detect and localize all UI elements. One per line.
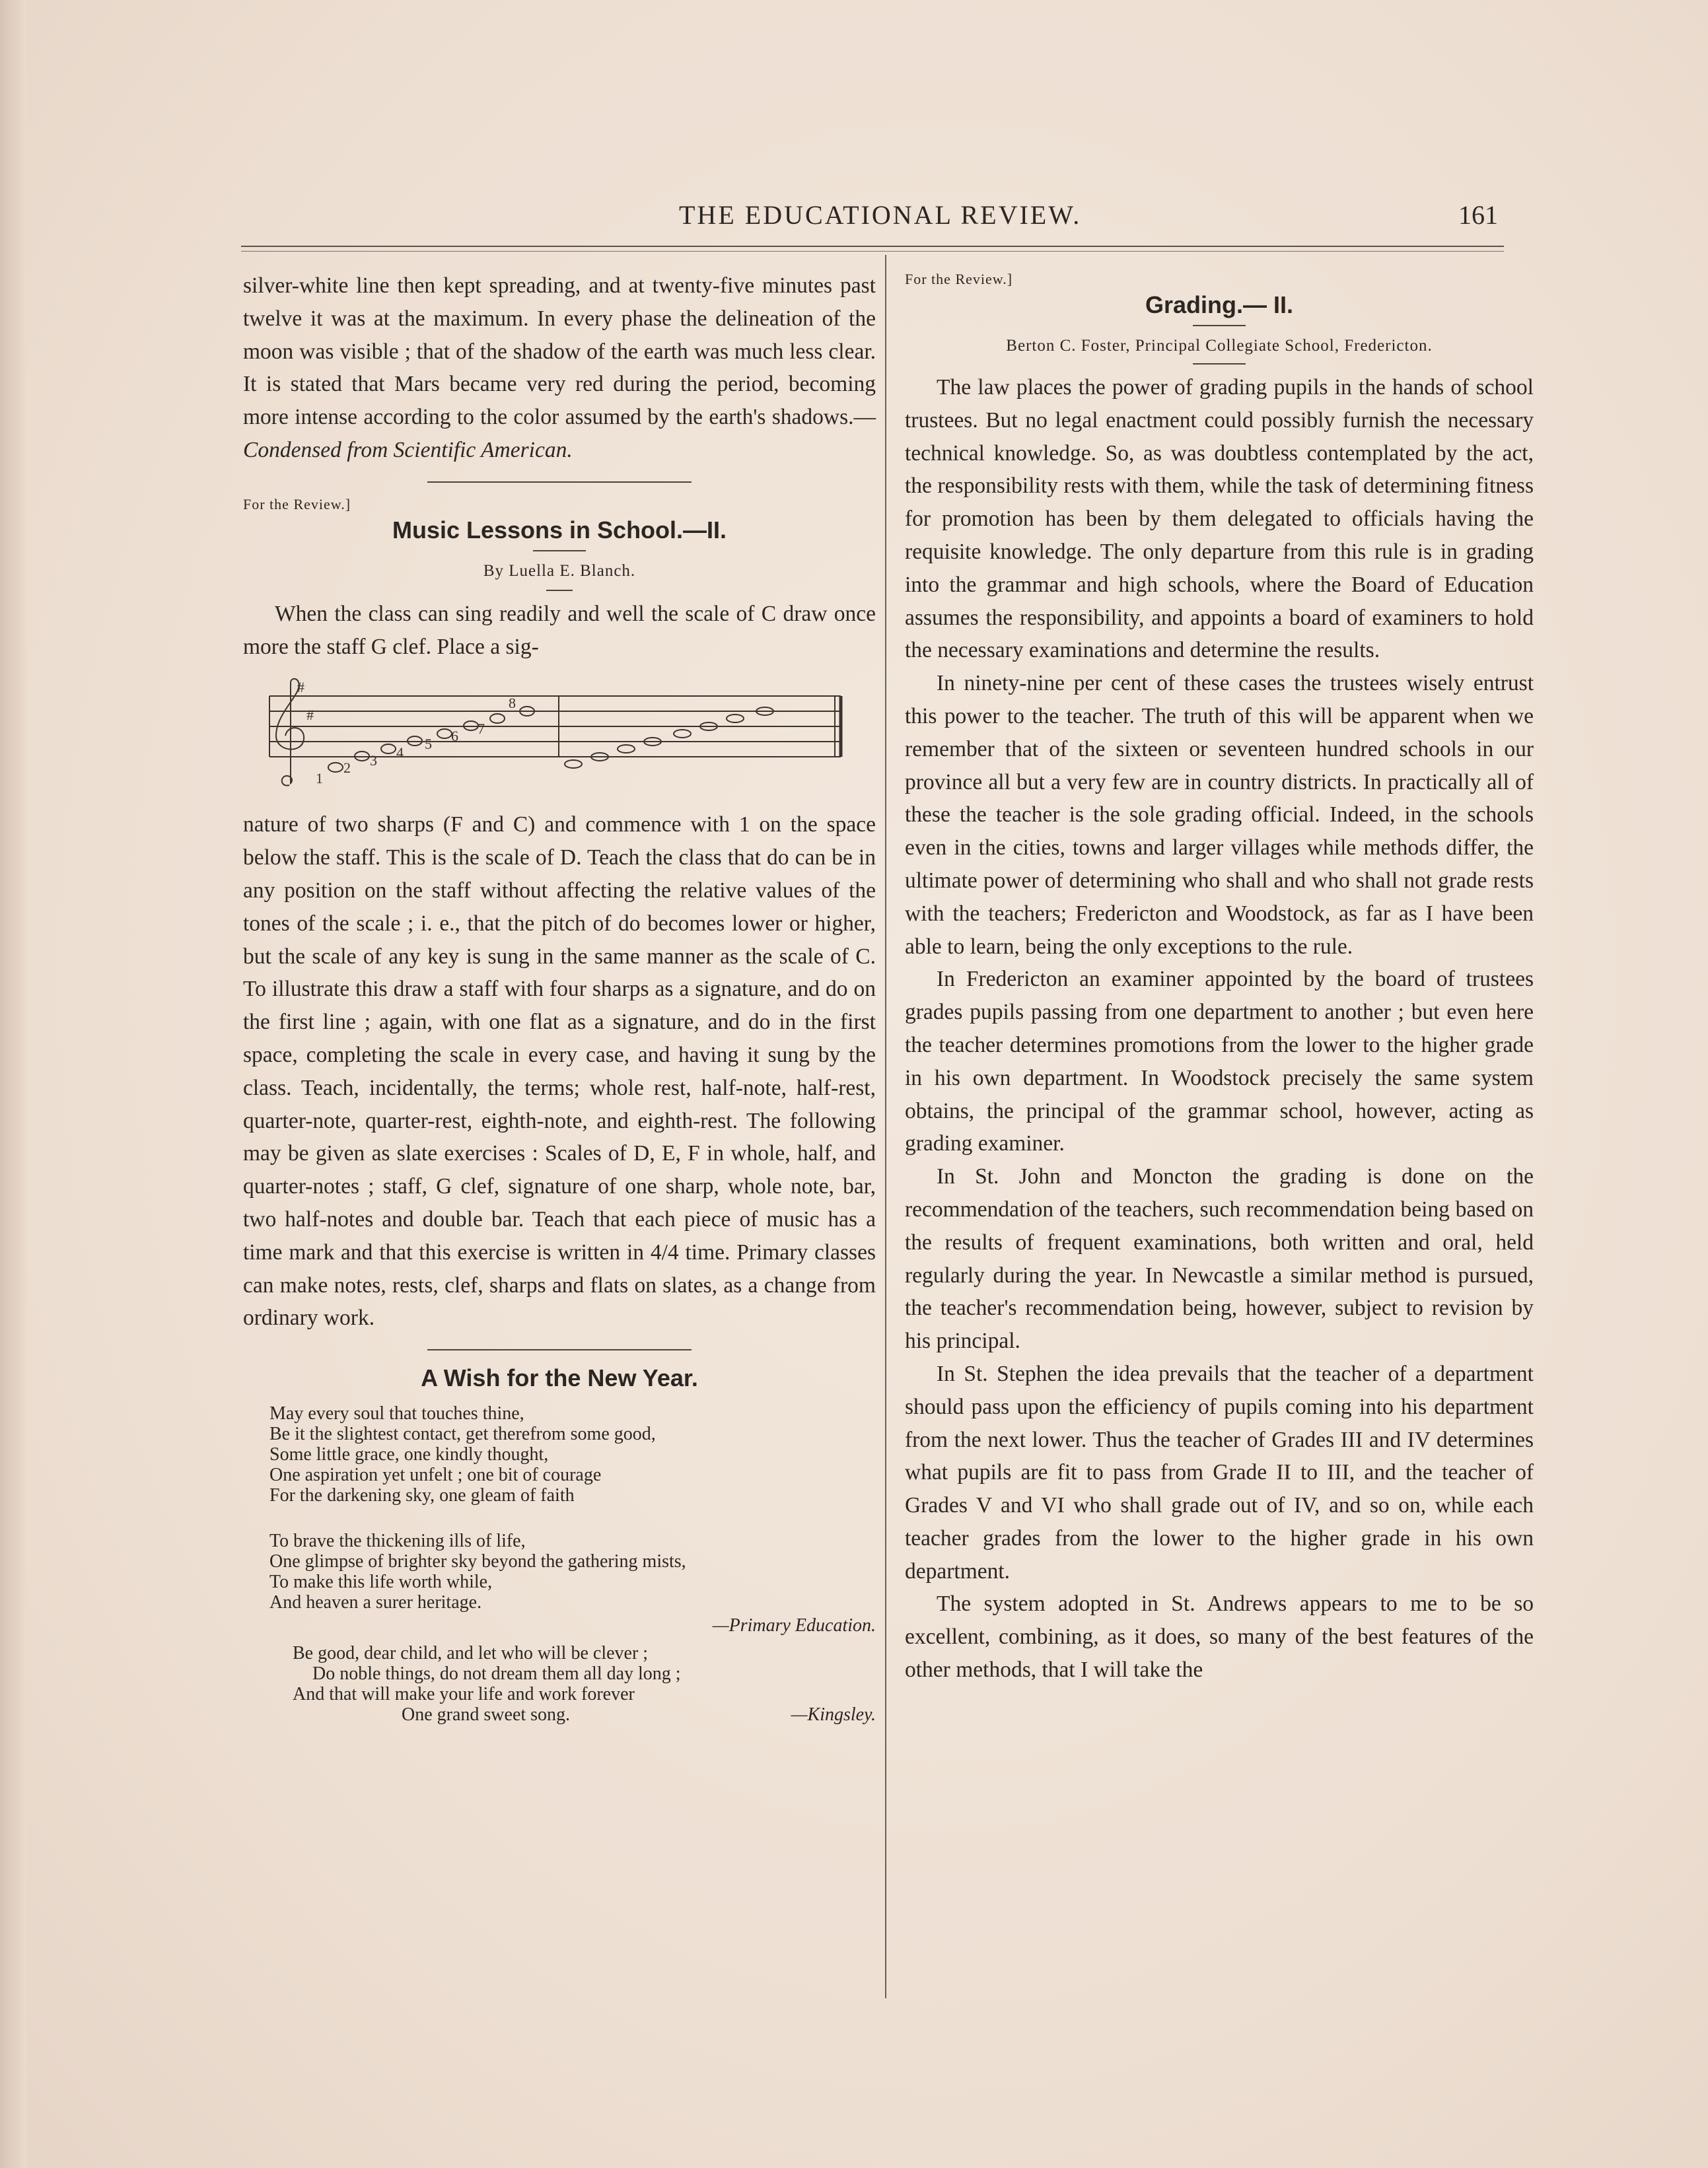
grading-for-review: For the Review.] xyxy=(905,271,1013,287)
poem-line: Do noble things, do not dream them all day long ; xyxy=(312,1663,681,1685)
scale-number-4: 4 xyxy=(396,744,404,761)
poem-line: To brave the thickening ills of life, xyxy=(269,1531,526,1552)
poem-stanza-2 xyxy=(269,1531,876,1613)
scale-number-3: 3 xyxy=(370,752,377,769)
poem-source-1: —Primary Education. xyxy=(712,1615,876,1636)
byline-rule xyxy=(546,590,573,591)
grading-paragraph: The system adopted in St. Andrews appears to me to be so excellent, combining, as it does, so many of the best features of the other methods, that I will take the xyxy=(905,1591,1534,1683)
page-binding-edge xyxy=(0,0,26,2168)
poem-line: One grand sweet song. xyxy=(402,1704,571,1726)
sharp-sign-c: # xyxy=(306,707,314,724)
grading-paragraph: In ninety-nine per cent of these cases the trustees wisely entrust this power to the teacher. The truth of this will be apparent when we remember that of the sixteen or seventeen hundred schools in our province all but a very few are in country districts. In practically all of these the teacher is the sole grading official. Indeed, in the schools even in the cities, towns and larger villages while methods differ, the ultimate power of determining who shall and who shall not grade rests with the teachers; Fredericton and Woodstock, as far as I have been able to learn, being the only exceptions to the rule. xyxy=(905,671,1534,959)
moon-text: silver-white line then kept spreading, and at twenty-five minutes past twelve it was at the maximum. In every phase the delineation of the moon was visible ; that of the shadow of the earth was much less clear. It is stated that Mars became very red during the period, becoming more intense according to the color assumed by the earth's shadows.— xyxy=(243,273,876,430)
column-divider xyxy=(885,255,886,1998)
music-staff-figure xyxy=(243,670,876,802)
poem-source-2: —Kingsley. xyxy=(791,1704,876,1726)
header-rule-thin xyxy=(241,251,1504,252)
music-paragraph-2: nature of two sharps (F and C) and commence with 1 on the space below the staff. This is the scale of D. Teach the class that do can be in any position on the staff without affecting the relative values of the tones of the scale ; i. e., that the pitch of do becomes lower or higher, but the scale of any key is sung in the same manner as the scale of C. To illustrate this draw a staff with four sharps as a signature, and do on the first line ; again, with one flat as a signature, and do in the first space, completing the scale in every case, and having it sung by the class. Teach, incidentally, the terms; whole rest, half-note, half-rest, quarter-note, quarter-rest, eighth-note, and eighth-rest. The following may be given as slate exercises : Scales of D, E, F in whole, half, and quarter-notes ; staff, G clef, signature of one sharp, whole note, bar, two half-notes and double bar. Teach that each piece of music has a time mark and that this exercise is written in 4/4 time. Primary classes can make notes, rests, clef, sharps and flats on slates, as a change from ordinary work. xyxy=(243,812,876,1331)
grading-article-title: Grading.— II. xyxy=(1145,291,1293,318)
grading-paragraph: In Fredericton an examiner appointed by the board of trustees grades pupils passing from one department to another ; but even here the teacher determines promotions from the lower to the higher grade in his own department. In Woodstock precisely the same system obtains, the principal of the grammar school, however, acting as grading examiner. xyxy=(905,967,1534,1156)
poem-line: Be good, dear child, and let who will be clever ; xyxy=(293,1643,649,1664)
grading-byline: Berton C. Foster, Principal Collegiate School, Fredericton. xyxy=(1006,337,1433,355)
section-divider xyxy=(427,481,692,483)
poem-line: Be it the slightest contact, get therefrom some good, xyxy=(269,1424,656,1445)
music-staff-svg xyxy=(243,670,876,802)
poem-line: And heaven a surer heritage. xyxy=(269,1592,482,1613)
poem-line: One aspiration yet unfelt ; one bit of courage xyxy=(269,1465,602,1486)
poem-title: A Wish for the New Year. xyxy=(421,1364,698,1392)
poem-final-row xyxy=(293,1704,876,1725)
scale-number-2: 2 xyxy=(343,759,351,777)
right-column xyxy=(905,269,1534,1687)
sharp-sign-f: # xyxy=(297,679,304,696)
poem-line: And that will make your life and work forever xyxy=(293,1684,635,1705)
moon-paragraph xyxy=(243,269,876,467)
page-number: 161 xyxy=(1458,200,1498,230)
poem-stanza-3 xyxy=(293,1643,876,1725)
poem-line: To make this life worth while, xyxy=(269,1572,493,1593)
moon-source: Condensed from Scientific American. xyxy=(243,437,573,462)
byline-rule xyxy=(1193,363,1246,365)
scale-number-8: 8 xyxy=(509,695,516,712)
scale-number-1: 1 xyxy=(316,770,323,787)
scale-number-7: 7 xyxy=(478,720,485,738)
poem-line: For the darkening sky, one gleam of faith xyxy=(269,1485,575,1506)
music-paragraph-1: When the class can sing readily and well the scale of C draw once more the staff G clef. Place a sig- xyxy=(243,601,876,659)
left-column xyxy=(243,269,876,1725)
poem-line: Some little grace, one kindly thought, xyxy=(269,1444,549,1465)
scale-number-6: 6 xyxy=(451,728,458,745)
poem-line: May every soul that touches thine, xyxy=(269,1403,524,1424)
music-byline: By Luella E. Blanch. xyxy=(483,561,636,580)
music-article-title: Music Lessons in School.—II. xyxy=(392,516,727,543)
poem-stanza-1 xyxy=(269,1403,876,1506)
grading-paragraph: In St. John and Moncton the grading is done on the recommendation of the teachers, such recommendation being based on the results of frequent examinations, both written and oral, held regularly during the year. In Newcastle a similar method is pursued, the teacher's recommendation being, however, subject to revision by his principal. xyxy=(905,1164,1534,1354)
grading-paragraph: The law places the power of grading pupils in the hands of school trustees. But no legal enactment could possibly furnish the necessary technical knowledge. So, as was doubtless contemplated by the act, the responsibility rests with them, while the task of determining fitness for promotion has been by them delegated to officials having the requisite knowledge. The only departure from this rule is in grading into the grammar and high schools, where the Board of Education assumes the responsibility, and appoints a board of examiners to hold the necessary examinations and determine the results. xyxy=(905,375,1534,663)
scale-number-5: 5 xyxy=(425,736,432,753)
grading-paragraph: In St. Stephen the idea prevails that the teacher of a department should pass upon the efficiency of pupils coming into his department from the next lower. Thus the teacher of Grades III and IV determines what pupils are fit to pass from Grade II to III, and the teacher of Grades V and VI who shall grade out of IV, and so on, while each teacher grades from the lower to the higher grade in his own department. xyxy=(905,1361,1534,1584)
poem-line: One glimpse of brighter sky beyond the gathering mists, xyxy=(269,1551,686,1572)
section-divider-2 xyxy=(427,1349,692,1350)
running-title: THE EDUCATIONAL REVIEW. xyxy=(679,200,1082,230)
title-rule xyxy=(1193,325,1246,326)
title-rule xyxy=(533,550,586,551)
music-for-review: For the Review.] xyxy=(243,495,351,512)
page-header xyxy=(238,199,1498,239)
header-rule xyxy=(241,246,1504,247)
